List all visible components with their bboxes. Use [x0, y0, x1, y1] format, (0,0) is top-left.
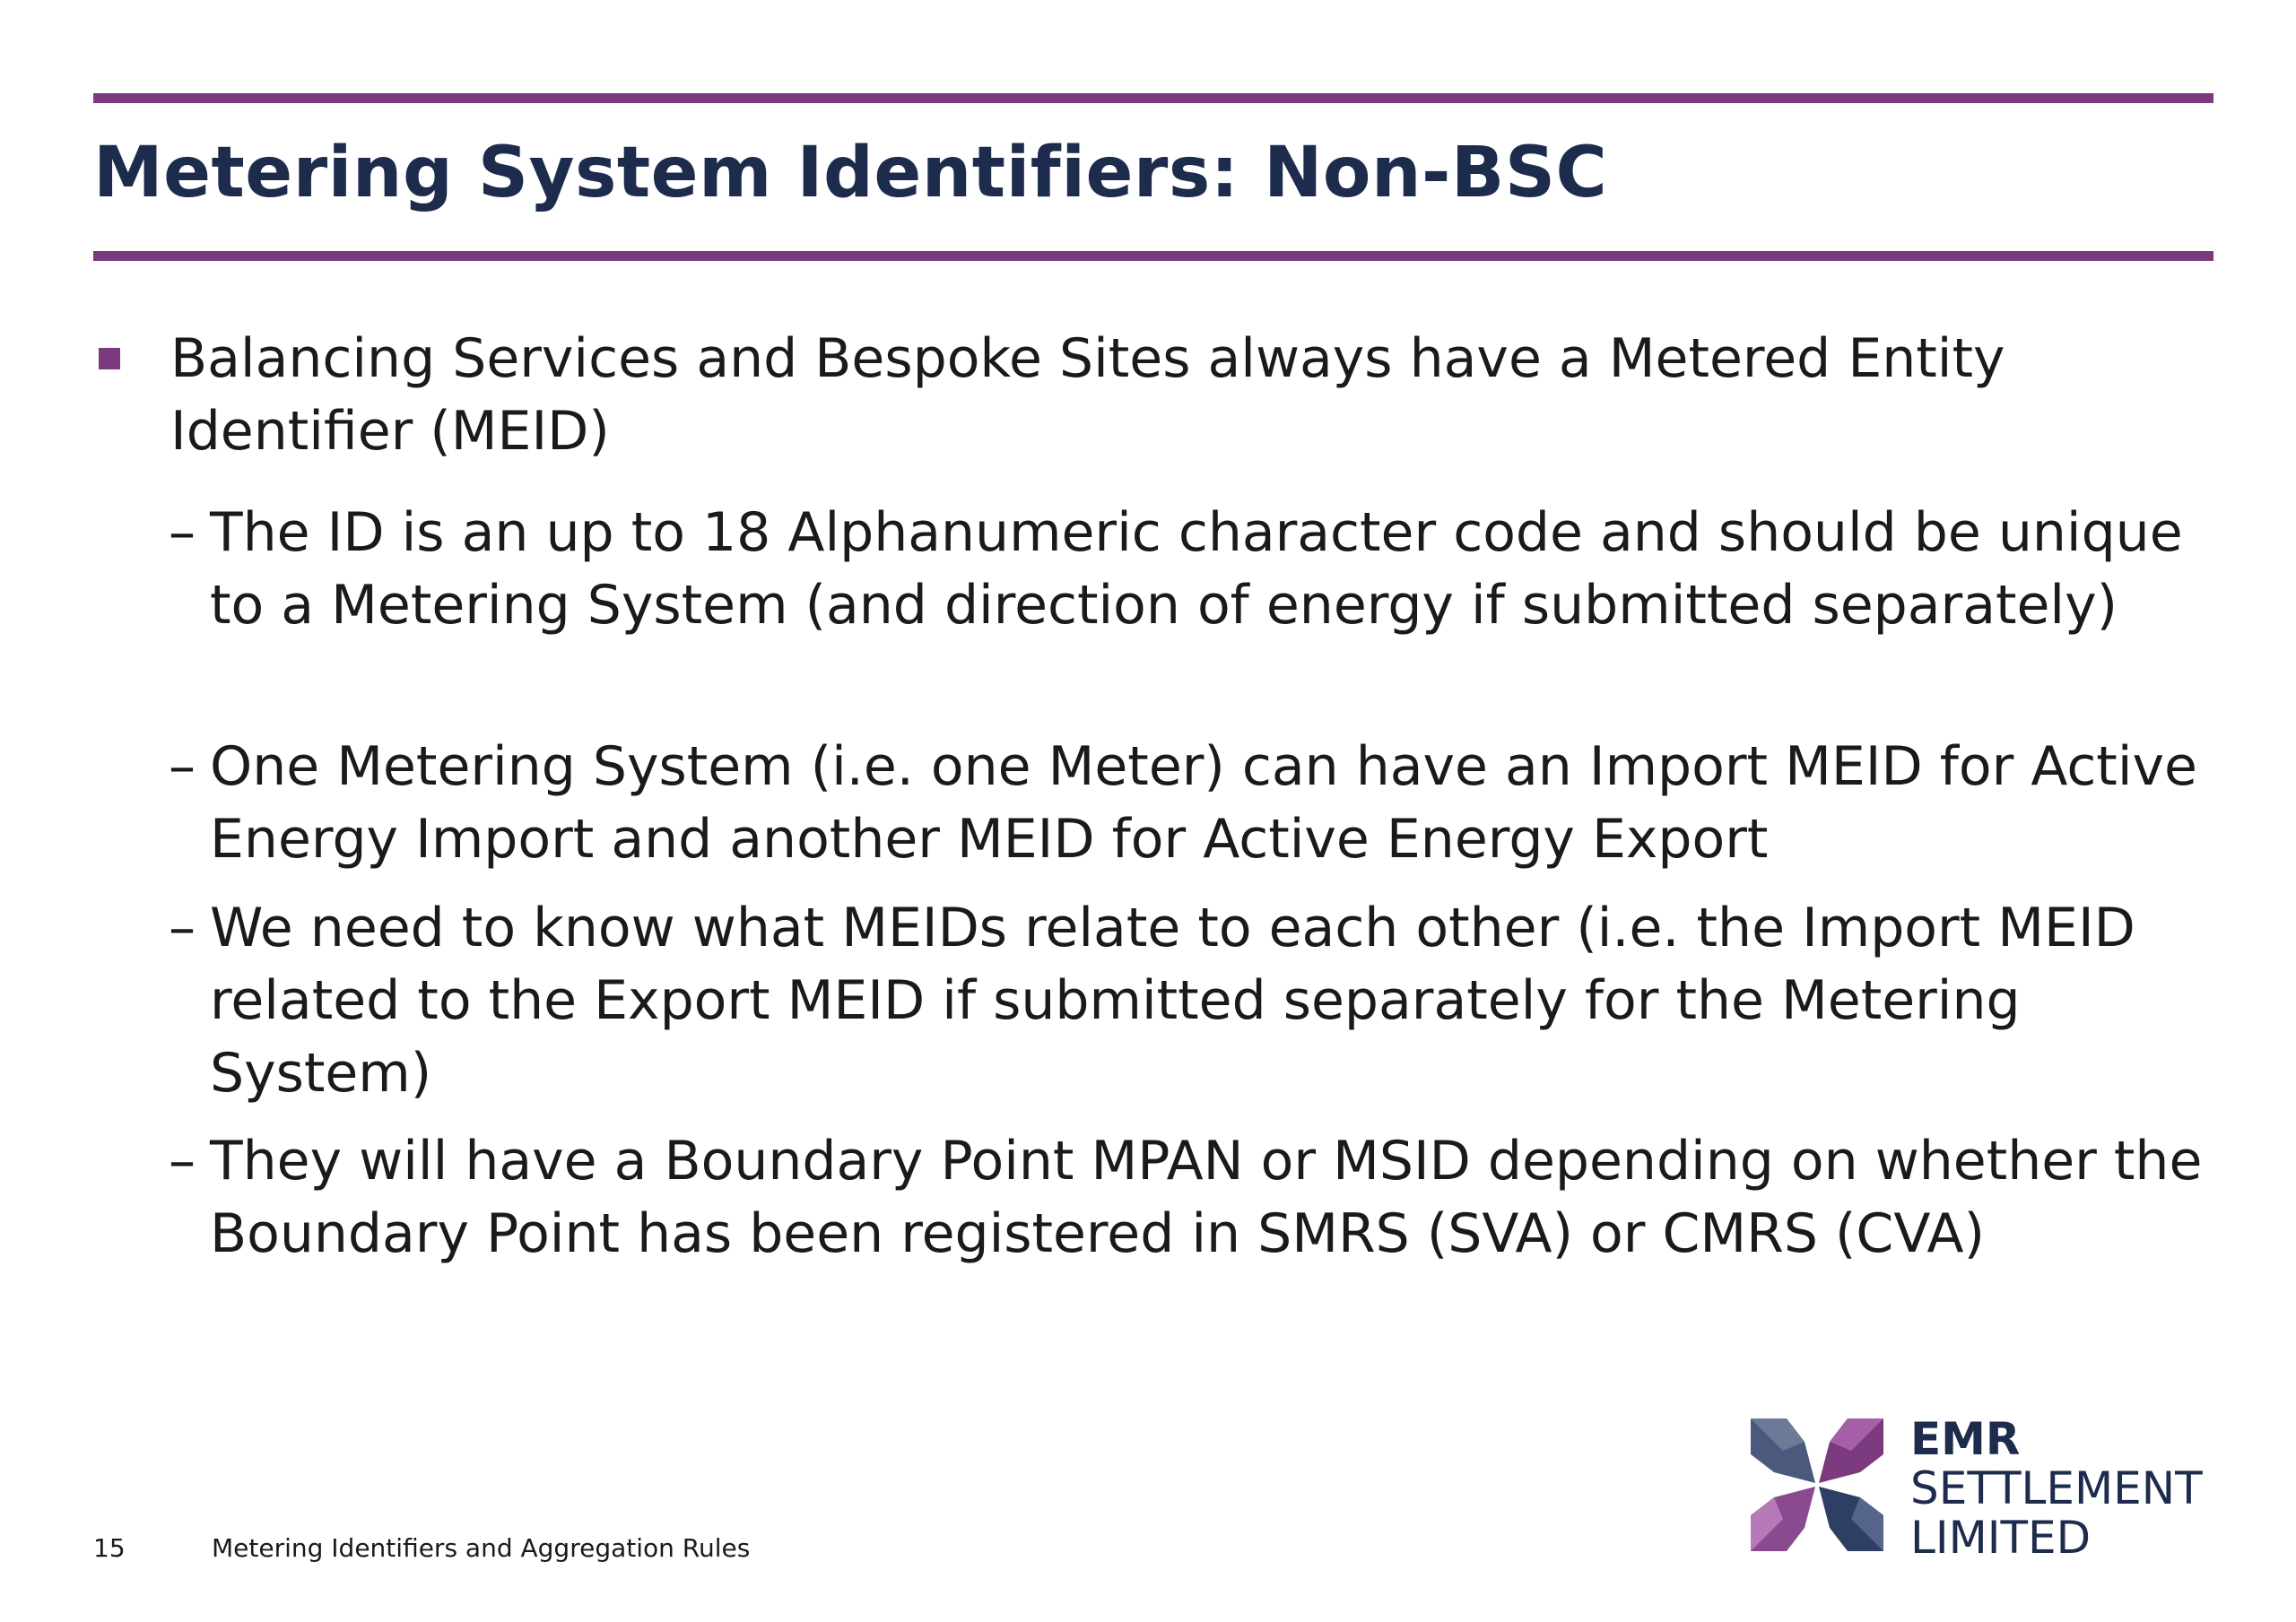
sub-bullet-text: One Metering System (i.e. one Meter) can have an Import MEID for Active Energy Import and another MEID for Active Energy Export: [210, 735, 2197, 871]
slide-title: Metering System Identifiers: Non-BSC: [93, 133, 1608, 213]
dash-icon: –: [169, 1130, 196, 1193]
emr-logo-icon: [1747, 1415, 1887, 1555]
logo-line-3: LIMITED: [1910, 1512, 2092, 1564]
title-bottom-rule: [93, 251, 2213, 261]
sub-bullet-text: They will have a Boundary Point MPAN or MSID depending on whether the Boundary Point has been registered in SMRS (SVA) or CMRS (CVA): [210, 1130, 2203, 1265]
emr-logo: [1747, 1413, 2213, 1564]
logo-wordmark: [1910, 1415, 2203, 1563]
page-number: 15: [93, 1533, 126, 1563]
dash-icon: –: [169, 501, 196, 564]
sub-bullet-text: The ID is an up to 18 Alphanumeric character code and should be unique to a Metering System (and direction of energy if submitted separately): [210, 501, 2183, 637]
square-bullet-icon: [99, 348, 120, 369]
logo-line-2: SETTLEMENT: [1910, 1462, 2203, 1514]
sub-bullet-text: We need to know what MEIDs relate to each other (i.e. the Import MEID related to the Export MEID if submitted separately for the Metering System): [210, 897, 2135, 1105]
logo-line-1: EMR: [1910, 1413, 2021, 1465]
dash-icon: –: [169, 735, 196, 798]
footer-title: Metering Identifiers and Aggregation Rules: [212, 1533, 751, 1563]
bullet-text: Balancing Services and Bespoke Sites always have a Metered Entity Identifier (MEID): [170, 327, 2005, 463]
title-top-rule: [93, 93, 2213, 103]
dash-icon: –: [169, 897, 196, 959]
